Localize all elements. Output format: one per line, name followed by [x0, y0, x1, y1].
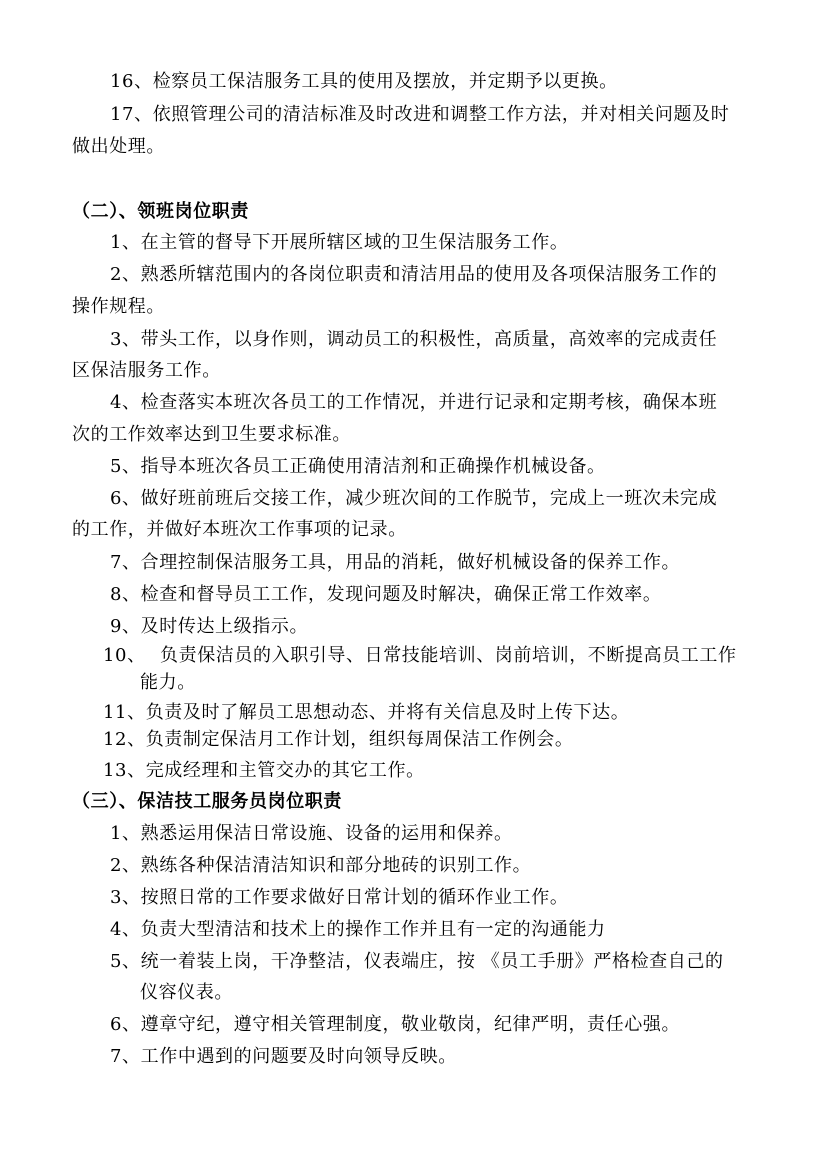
s3-item-4: 4、负责大型清洁和技术上的操作工作并且有一定的沟通能力: [110, 919, 606, 940]
s3-item-7: 7、工作中遇到的问题要及时向领导反映。: [110, 1046, 457, 1067]
s2-item-11: 11、负责及时了解员工思想动态、并将有关信息及时上传下达。: [103, 702, 630, 723]
s2-item-10-line1: 负责保洁员的入职引导、日常技能培训、岗前培训，不断提高员工工作: [160, 645, 737, 666]
section-3-heading: （三）、保洁技工服务员岗位职责: [72, 791, 342, 812]
s2-item-10-line2: 能力。: [140, 672, 196, 693]
s3-item-3: 3、按照日常的工作要求做好日常计划的循环作业工作。: [110, 887, 569, 908]
item-17-line1: 17、依照管理公司的清洁标准及时改进和调整工作方法，并对相关问题及时: [110, 104, 730, 125]
s2-item-3-line1: 3、带头工作，以身作则，调动员工的积极性，高质量，高效率的完成责任: [110, 329, 718, 350]
s2-item-5: 5、指导本班次各员工正确使用清洁剂和正确操作机械设备。: [110, 456, 606, 477]
s2-item-9: 9、及时传达上级指示。: [110, 616, 309, 637]
s2-item-10-number: 10、: [103, 645, 146, 666]
s2-item-12: 12、负责制定保洁月工作计划，组织每周保洁工作例会。: [103, 729, 574, 750]
s2-item-8: 8、检查和督导员工工作，发现问题及时解决，确保正常工作效率。: [110, 584, 662, 605]
s2-item-3-line2: 区保洁服务工作。: [72, 360, 221, 381]
s2-item-2-line1: 2、熟悉所辖范围内的各岗位职责和清洁用品的使用及各项保洁服务工作的: [110, 264, 718, 285]
s3-item-6: 6、遵章守纪，遵守相关管理制度，敬业敬岗，纪律严明，责任心强。: [110, 1014, 681, 1035]
s2-item-1: 1、在主管的督导下开展所辖区域的卫生保洁服务工作。: [110, 232, 569, 253]
s2-item-2-line2: 操作规程。: [72, 296, 165, 317]
s2-item-4-line2: 次的工作效率达到卫生要求标准。: [72, 424, 351, 445]
s2-item-6-line1: 6、做好班前班后交接工作，减少班次间的工作脱节，完成上一班次未完成: [110, 488, 718, 509]
s3-item-1: 1、熟悉运用保洁日常设施、设备的运用和保养。: [110, 823, 513, 844]
s3-item-5-line1: 5、统一着装上岗，干净整洁，仪表端庄，按 《员工手册》严格检查自己的: [110, 951, 724, 972]
s2-item-7: 7、合理控制保洁服务工具，用品的消耗，做好机械设备的保养工作。: [110, 552, 681, 573]
s2-item-13: 13、完成经理和主管交办的其它工作。: [103, 760, 425, 781]
item-16: 16、检察员工保洁服务工具的使用及摆放，并定期予以更换。: [110, 71, 618, 92]
s2-item-4-line1: 4、检查落实本班次各员工的工作情况，并进行记录和定期考核，确保本班: [110, 392, 718, 413]
s3-item-5-line2: 仪容仪表。: [140, 982, 233, 1003]
section-2-heading: （二）、领班岗位职责: [72, 201, 249, 222]
s3-item-2: 2、熟练各种保洁清洁知识和部分地砖的识别工作。: [110, 855, 532, 876]
item-17-line2: 做出处理。: [72, 136, 165, 157]
s2-item-6-line2: 的工作，并做好本班次工作事项的记录。: [72, 519, 407, 540]
